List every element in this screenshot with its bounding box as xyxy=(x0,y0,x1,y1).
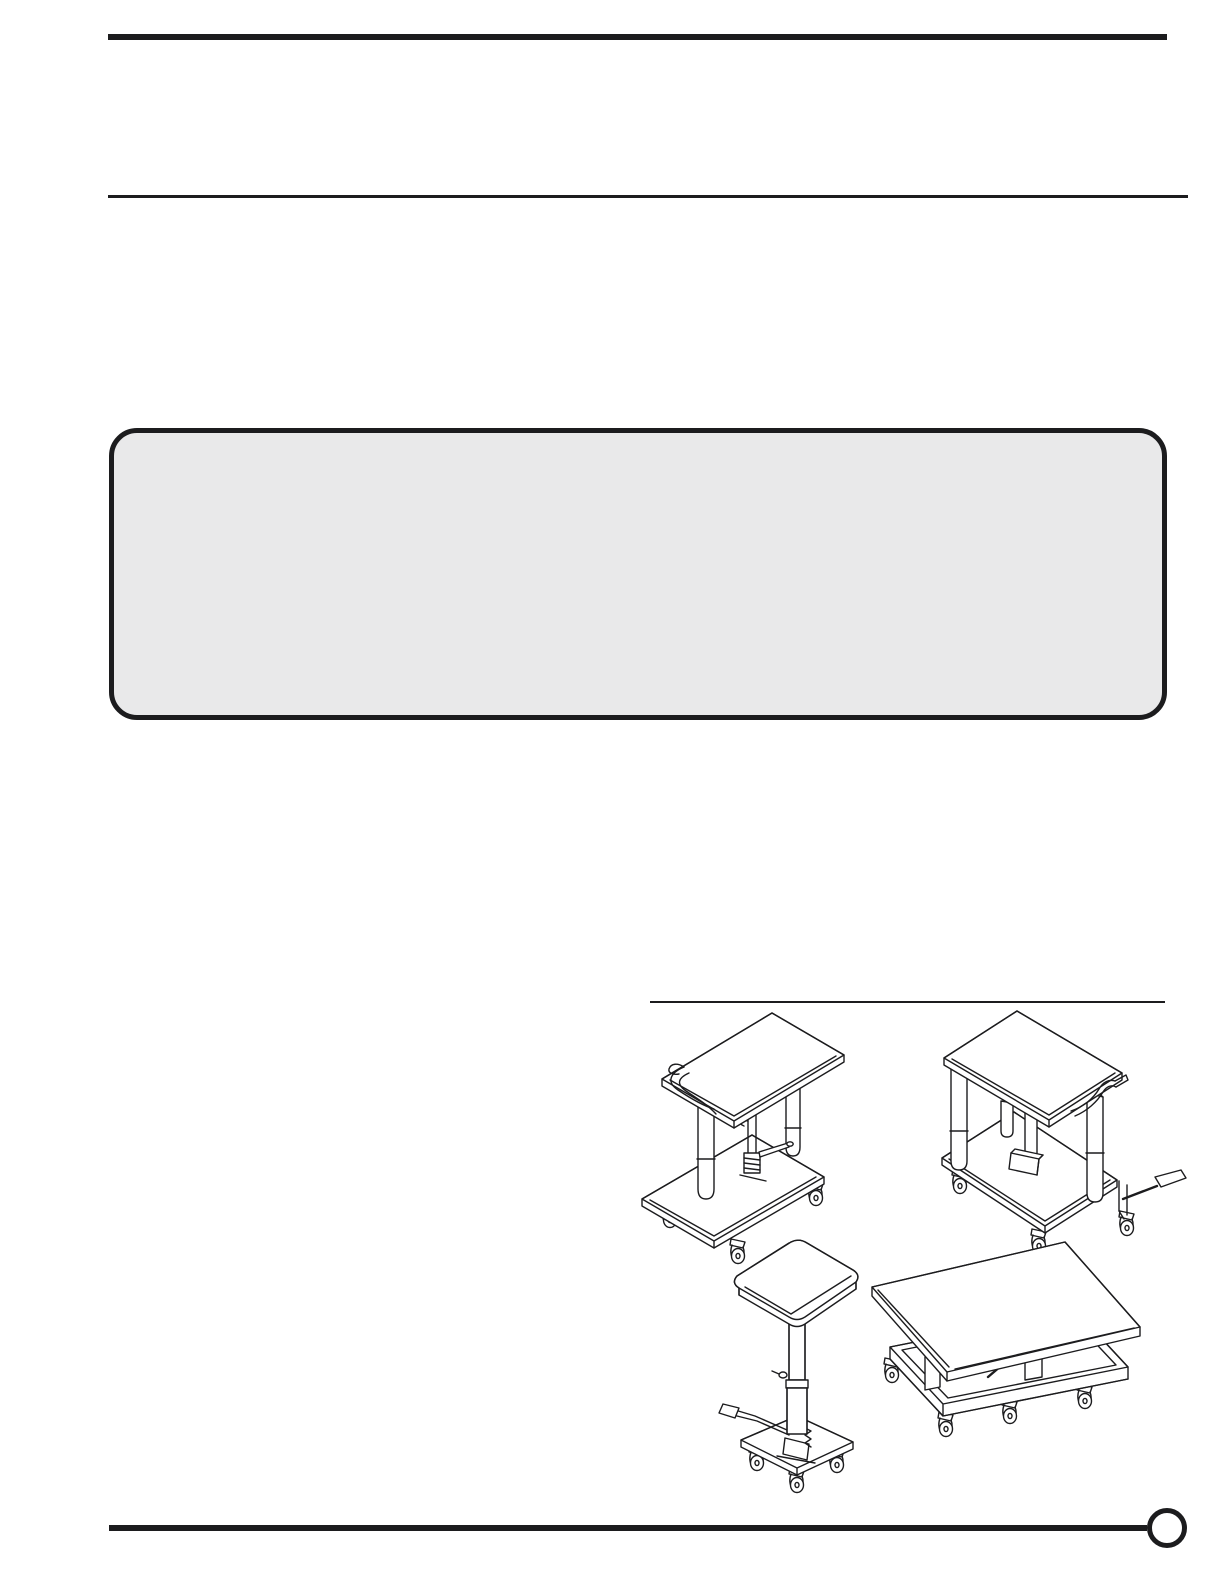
notice-box xyxy=(109,428,1167,720)
header-thick-rule xyxy=(108,34,1167,40)
footer-page-ring xyxy=(1147,1508,1187,1548)
footer-rule xyxy=(109,1525,1147,1531)
long-lift-table-illustration xyxy=(860,1232,1150,1447)
lift-table-raised-right-illustration xyxy=(935,1003,1224,1258)
lift-table-raised-left-illustration xyxy=(640,1003,925,1268)
header-thin-rule xyxy=(108,195,1188,198)
